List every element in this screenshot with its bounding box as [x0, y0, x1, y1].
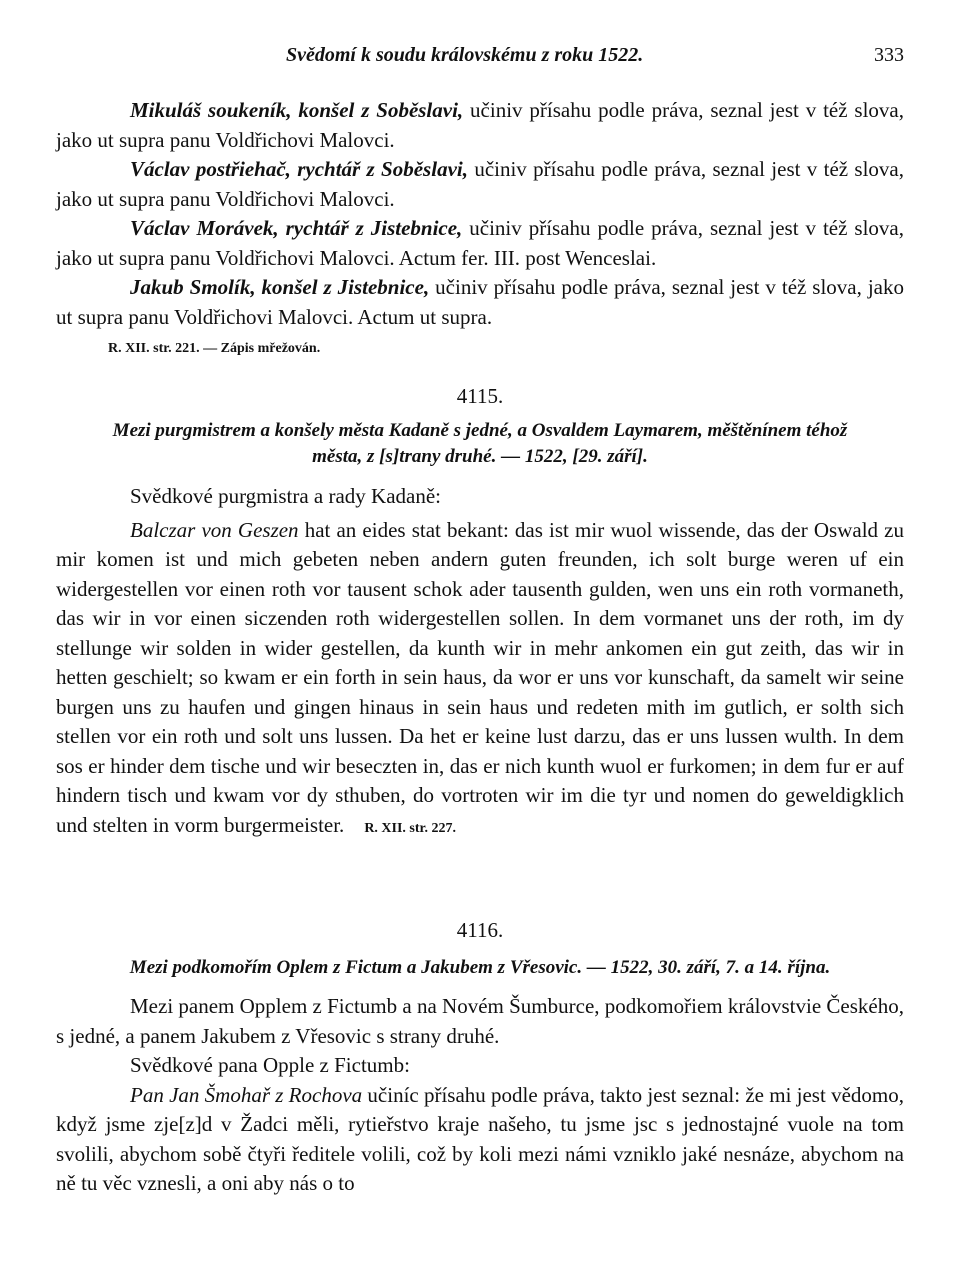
- paragraph-text: učiníc přísahu podle práva, takto jest seznal: že mi jest vědomo, když jsme zje[z]d v Žadci měli, rytieřstvo kraje našeho, tu jsme jsc s jednostajné vuole na tom svolili, abychom sobě čtyři ředitele volili, což by koli mezi námi vzniklo jaké nesnáze, abychom na ně tu věc vznesli, a oni aby nás o to: [56, 1082, 904, 1195]
- running-head: [56, 44, 904, 74]
- rubric-line: Mezi purgmistrem a konšely města Kadaně s jedné, a Osvaldem Laymarem, měštěnínem téhož: [112, 420, 848, 441]
- person-name: Pan Jan Šmohař z Rochova: [130, 1082, 363, 1107]
- paragraph-text: učiniv přísahu podle práva, seznal jest v též slova, jako ut supra panu Voldřichovi Malovci. Actum fer. III. post Wenceslai.: [56, 216, 904, 270]
- running-title: Svědomí k soudu královskému z roku 1522.: [286, 44, 644, 66]
- page-number: 333: [874, 44, 904, 66]
- person-name: Jakub Smolík, konšel z Jistebnice,: [130, 275, 430, 299]
- entry-4115-body: [56, 482, 904, 843]
- witnesses-heading: Svědkové purgmistra a rady Kadaně:: [130, 484, 442, 508]
- paragraph-text: učiniv přísahu podle práva, seznal jest v též slova, jako ut supra panu Voldřichovi Malovci. Actum ut supra.: [56, 275, 904, 329]
- paragraph: [56, 273, 904, 332]
- paragraph: Mezi panem Opplem z Fictumb a na Novém Šumburce, podkomořiem královstvie Českého, s jedné, a panem Jakubem z Vřesovic s strany druhé.: [56, 994, 904, 1048]
- paragraph: [56, 155, 904, 214]
- entry-4116-body: [56, 992, 904, 1199]
- person-name: Mikuláš soukeník, konšel z Soběslavi,: [130, 98, 464, 122]
- source-reference: R. XII. str. 227.: [364, 820, 456, 836]
- paragraph: [56, 1081, 904, 1199]
- paragraph-text: učiniv přísahu podle práva, seznal jest v též slova, jako ut supra panu Voldřichovi Malovci.: [56, 157, 904, 211]
- rubric-line: města, z [s]trany druhé. — 1522, [29. září].: [312, 446, 648, 467]
- entry-rubric: [56, 418, 904, 470]
- person-name: Balczar von Geszen: [130, 517, 299, 542]
- person-name: Václav Morávek, rychtář z Jistebnice,: [130, 216, 463, 240]
- person-name: Václav postřiehač, rychtář z Soběslavi,: [130, 157, 468, 181]
- paragraph-text: hat an eides stat bekant: das ist mir wuol wissende, das der Oswald zu mir komen ist und mich gebeten neben andern guten freunden, ich solt burge weren uf ein widergestellen vor einen roth vor tausent schok ader tausenth gulden, wen uns ein roth vormaneth, das wir in vor einen siczenden roth widergestellen sollen. In dem vormanet uns der roth, im dy stellunge wir solden in wider gestellen, da kunth wir in mehr ankomen ein gut zeith, das wir in hetten geschielt; so kwam er ein forth in sein haus, da wor er uns vor kunschaft, da samelt wir seine burgen uns zu haufen und gingen hinaus in sein haus und redeten mith im gutlich, er solth sich stellen vor ein roth und solt uns lussen. Da het er keine lust darzu, das er uns lussen wulth. In dem sos er hinder dem tische und wir beseczten in, das er nich kunth wuol er furkomen; in dem fur er auf hindern tisch und kwam vor dy sthuben, do vortroten wir im die tyr und nomen do geweldigklich und stelten in vorm burgermeister.: [56, 517, 904, 837]
- entry-rubric: Mezi podkomořím Oplem z Fictum a Jakubem z Vřesovic. — 1522, 30. září, 7. a 14. října.: [129, 957, 831, 978]
- paragraph-text: učiniv přísahu podle práva, seznal jest v též slova, jako ut supra panu Voldřichovi Malovci.: [56, 98, 904, 152]
- intro-section: [56, 96, 904, 364]
- paragraph: [56, 214, 904, 273]
- entry-number: 4115.: [456, 384, 504, 408]
- paragraph: [56, 96, 904, 155]
- entry-number: 4116.: [456, 918, 504, 942]
- paragraph: [56, 516, 904, 844]
- source-reference: R. XII. str. 221. — Zápis mřežován.: [108, 341, 321, 356]
- witnesses-heading: Svědkové pana Opple z Fictumb:: [130, 1053, 410, 1077]
